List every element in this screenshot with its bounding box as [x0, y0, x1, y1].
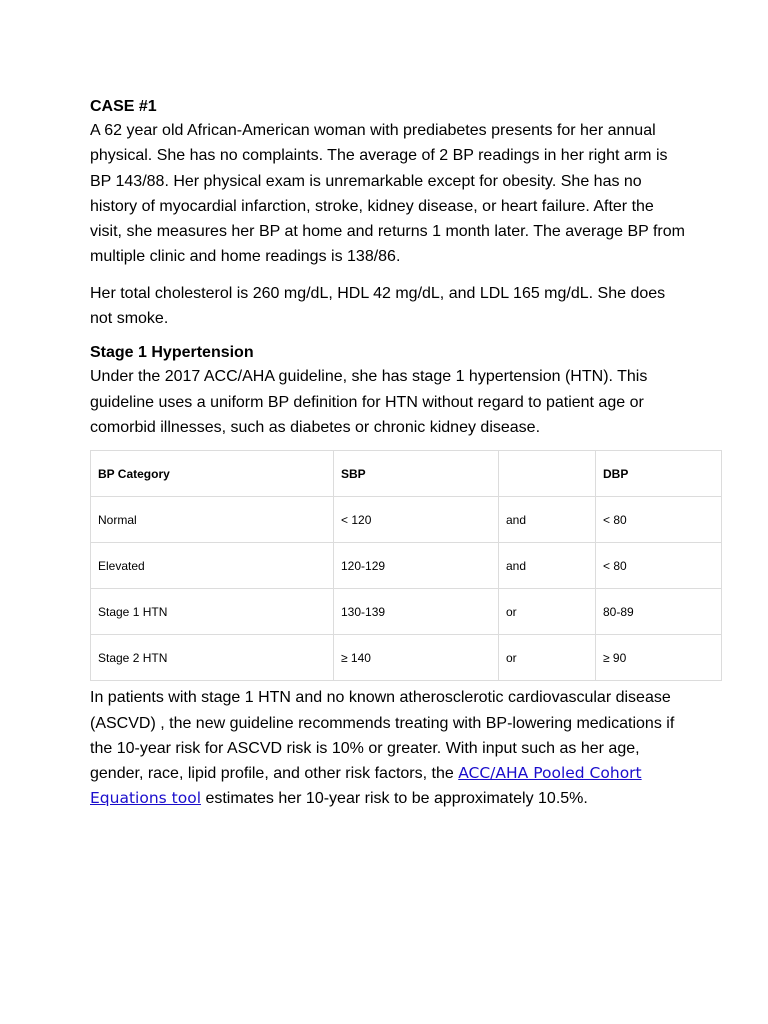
closing-text-before: In patients with stage 1 HTN and no known atherosclerotic cardiovascular disease (ASCVD) , the new guideline recommends treating with BP-lowering medications if the 10-year risk for ASCVD risk is 10% or greater. With input such as her age, gender, race, lipid profile, and other risk factors, the — [90, 689, 675, 783]
cell-sbp: 130-139 — [334, 589, 499, 635]
header-bp-category: BP Category — [91, 451, 334, 497]
case-title: CASE #1 — [90, 98, 157, 115]
table-row — [91, 497, 722, 543]
cell-sbp: < 120 — [334, 497, 499, 543]
table-row — [91, 543, 722, 589]
cell-connector: and — [499, 497, 596, 543]
cell-sbp: 120-129 — [334, 543, 499, 589]
document-page — [90, 96, 690, 812]
cell-connector: or — [499, 589, 596, 635]
cell-dbp: < 80 — [596, 543, 722, 589]
table-row — [91, 635, 722, 681]
table-row — [91, 589, 722, 635]
cell-connector: and — [499, 543, 596, 589]
header-sbp: SBP — [334, 451, 499, 497]
closing-text-after: estimates her 10-year risk to be approximately 10.5%. — [201, 790, 588, 808]
case-paragraph-1: A 62 year old African-American woman with prediabetes presents for her annual physical. She has no complaints. The average of 2 BP readings in her right arm is BP 143/88. Her physical exam is unremarkable except for obesity. She has no history of myocardial infarction, stroke, kidney disease, or heart failure. After the visit, she measures her BP at home and returns 1 month later. The average BP from multiple clinic and home readings is 138/86. — [90, 122, 685, 266]
closing-paragraph — [90, 685, 690, 811]
stage1-paragraph: Under the 2017 ACC/AHA guideline, she has stage 1 hypertension (HTN). This guideline uses a uniform BP definition for HTN without regard to patient age or comorbid illnesses, such as diabetes or chronic kidney disease. — [90, 368, 648, 436]
bp-category-table — [90, 450, 722, 681]
cell-category: Normal — [91, 497, 334, 543]
table-header-row — [91, 451, 722, 497]
case-paragraph-2: Her total cholesterol is 260 mg/dL, HDL 42 mg/dL, and LDL 165 mg/dL. She does not smoke. — [90, 284, 666, 328]
section-title-stage1: Stage 1 Hypertension — [90, 344, 254, 362]
cell-sbp: ≥ 140 — [334, 635, 499, 681]
cell-connector: or — [499, 635, 596, 681]
cell-dbp: 80-89 — [596, 589, 722, 635]
cell-dbp: ≥ 90 — [596, 635, 722, 681]
pooled-cohort-equations-link[interactable]: ACC/AHA Pooled Cohort Equations tool — [90, 764, 642, 808]
cell-category: Stage 2 HTN — [91, 635, 334, 681]
header-connector — [499, 451, 596, 497]
header-dbp: DBP — [596, 451, 722, 497]
cell-dbp: < 80 — [596, 497, 722, 543]
cell-category: Elevated — [91, 543, 334, 589]
cell-category: Stage 1 HTN — [91, 589, 334, 635]
